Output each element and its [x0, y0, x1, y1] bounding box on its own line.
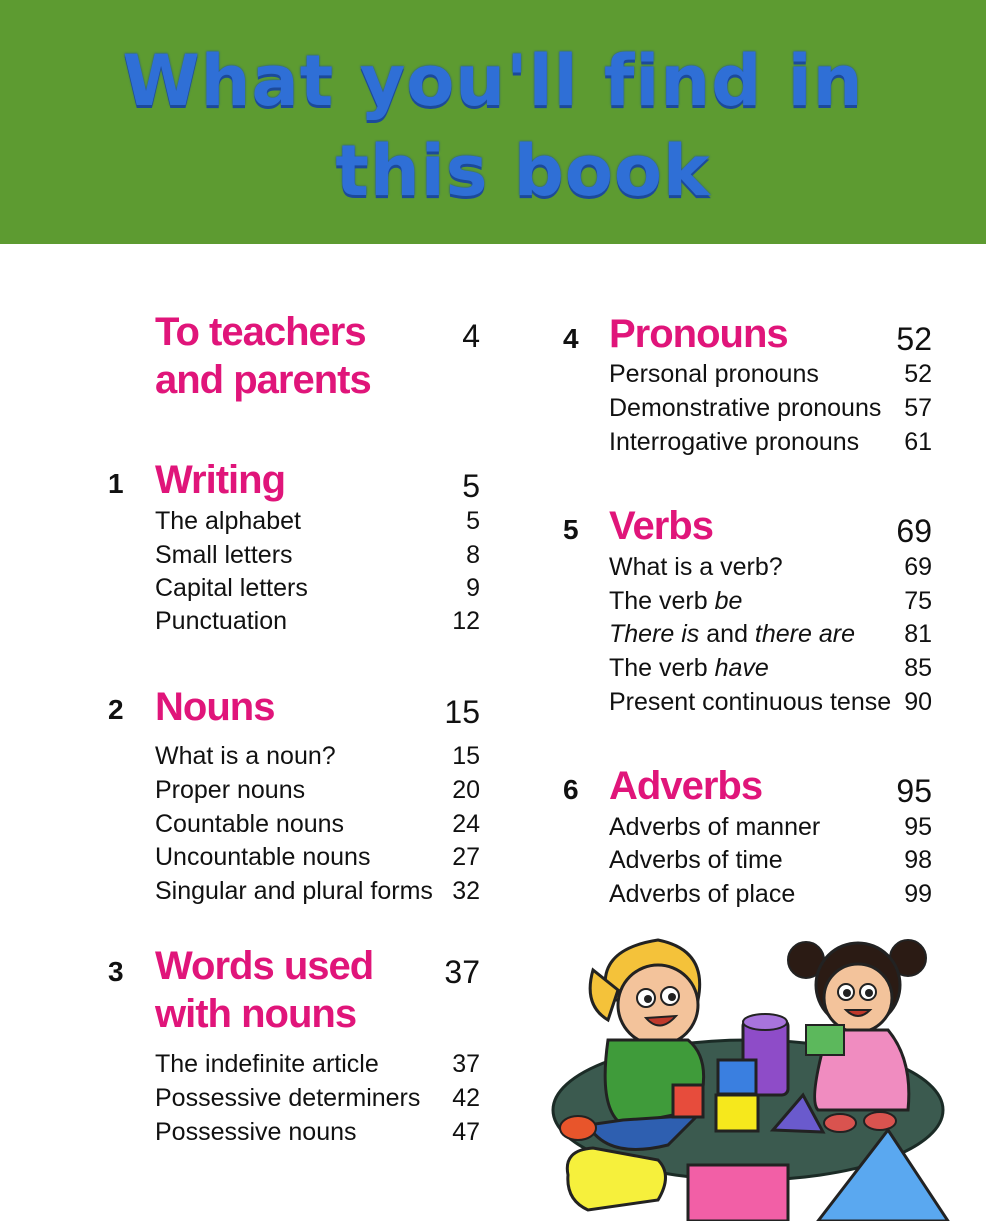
intro-heading-line1[interactable]: To teachers — [155, 310, 366, 354]
toc-page-adverbs-manner: 95 — [904, 813, 932, 841]
toc-page-proper-nouns: 20 — [452, 776, 480, 804]
toc-item-possessive-nouns[interactable]: Possessive nouns — [155, 1118, 357, 1146]
page-title-line2: this book — [335, 130, 711, 212]
section-heading-adverbs[interactable]: Adverbs — [609, 764, 763, 808]
section-number-4: 4 — [563, 323, 579, 354]
toc-item-proper-nouns[interactable]: Proper nouns — [155, 776, 306, 804]
toc-page-adverbs-time: 98 — [904, 846, 932, 874]
toc-page-singular-plural: 32 — [452, 877, 480, 905]
section-heading-nouns[interactable]: Nouns — [155, 685, 275, 729]
section-page-nouns: 15 — [444, 694, 480, 730]
section-page-writing: 5 — [462, 468, 480, 504]
section-number-5: 5 — [563, 514, 579, 545]
toc-item-demonstrative-pronouns[interactable]: Demonstrative pronouns — [609, 394, 882, 422]
toc-page-verb-have: 85 — [904, 654, 932, 682]
toc-item-what-is-noun[interactable]: What is a noun? — [155, 742, 336, 770]
section-heading-words-used-line2[interactable]: with nouns — [155, 992, 357, 1036]
toc-item-possessive-determiners[interactable]: Possessive determiners — [155, 1084, 421, 1112]
toc-item-uncountable-nouns[interactable]: Uncountable nouns — [155, 843, 371, 871]
toc-page-uncountable-nouns: 27 — [452, 843, 480, 871]
section-number-6: 6 — [563, 774, 579, 805]
toc-item-there-are-italic: there are — [754, 620, 855, 648]
toc-page-alphabet: 5 — [466, 507, 480, 535]
section-page-verbs: 69 — [896, 513, 932, 549]
toc-item-present-continuous[interactable]: Present continuous tense — [609, 688, 892, 716]
toc-item-there-is-italic: There is — [609, 620, 700, 648]
toc-item-adverbs-manner[interactable]: Adverbs of manner — [609, 813, 821, 841]
toc-page-personal-pronouns: 52 — [904, 360, 932, 388]
toc-page-interrogative-pronouns: 61 — [904, 428, 932, 456]
toc-item-capital-letters[interactable]: Capital letters — [155, 574, 308, 602]
toc-page-possessive-determiners: 42 — [452, 1084, 480, 1112]
section-heading-words-used-line1[interactable]: Words used — [155, 944, 374, 988]
section-heading-verbs[interactable]: Verbs — [609, 504, 713, 548]
section-heading-pronouns[interactable]: Pronouns — [609, 312, 788, 356]
toc-item-interrogative-pronouns[interactable]: Interrogative pronouns — [609, 428, 860, 456]
toc-item-verb-have-prefix: The verb — [609, 654, 715, 682]
section-page-adverbs: 95 — [896, 773, 932, 809]
toc-item-what-is-verb[interactable]: What is a verb? — [609, 553, 783, 581]
toc-item-personal-pronouns[interactable]: Personal pronouns — [609, 360, 819, 388]
toc-item-adverbs-time[interactable]: Adverbs of time — [609, 846, 783, 874]
toc-page-what-is-verb: 69 — [904, 553, 932, 581]
section-page-pronouns: 52 — [896, 321, 932, 357]
toc-page-punctuation: 12 — [452, 607, 480, 635]
toc-item-verb-be[interactable] — [609, 587, 742, 616]
toc-item-verb-be-prefix: The verb — [609, 587, 715, 615]
toc-page-countable-nouns: 24 — [452, 810, 480, 838]
toc-item-small-letters[interactable]: Small letters — [155, 541, 293, 569]
toc-page-present-continuous: 90 — [904, 688, 932, 716]
section-number-1: 1 — [108, 468, 124, 499]
section-number-2: 2 — [108, 694, 124, 725]
toc-page-capital-letters: 9 — [466, 574, 480, 602]
section-heading-writing[interactable]: Writing — [155, 458, 286, 502]
toc-page-there-is: 81 — [904, 620, 932, 648]
toc-item-verb-be-italic: be — [714, 587, 743, 615]
page-title-line1: What you'll find in — [122, 40, 864, 122]
section-number-3: 3 — [108, 956, 124, 987]
toc-page-possessive-nouns: 47 — [452, 1118, 480, 1146]
toc-item-verb-have[interactable] — [609, 654, 769, 683]
intro-heading-line2[interactable]: and parents — [155, 358, 371, 402]
toc-item-countable-nouns[interactable]: Countable nouns — [155, 810, 345, 838]
toc-item-adverbs-place[interactable]: Adverbs of place — [609, 880, 796, 908]
toc-item-alphabet[interactable]: The alphabet — [155, 507, 301, 535]
toc-page-adverbs-place: 99 — [904, 880, 932, 908]
intro-page: 4 — [462, 318, 480, 354]
toc-item-punctuation[interactable]: Punctuation — [155, 607, 288, 635]
toc-item-there-is-plain: and — [699, 620, 755, 648]
toc-item-verb-have-italic: have — [714, 654, 769, 682]
toc-item-indefinite-article[interactable]: The indefinite article — [155, 1050, 379, 1078]
toc-item-singular-plural[interactable]: Singular and plural forms — [155, 877, 433, 905]
children-playing-illustration — [548, 910, 986, 1221]
toc-item-there-is[interactable] — [609, 620, 855, 649]
toc-page-what-is-noun: 15 — [452, 742, 480, 770]
toc-page-small-letters: 8 — [466, 541, 480, 569]
toc-page-demonstrative-pronouns: 57 — [904, 394, 932, 422]
toc-page-verb-be: 75 — [904, 587, 932, 615]
section-page-words-used: 37 — [444, 954, 480, 990]
toc-page-indefinite-article: 37 — [452, 1050, 480, 1078]
